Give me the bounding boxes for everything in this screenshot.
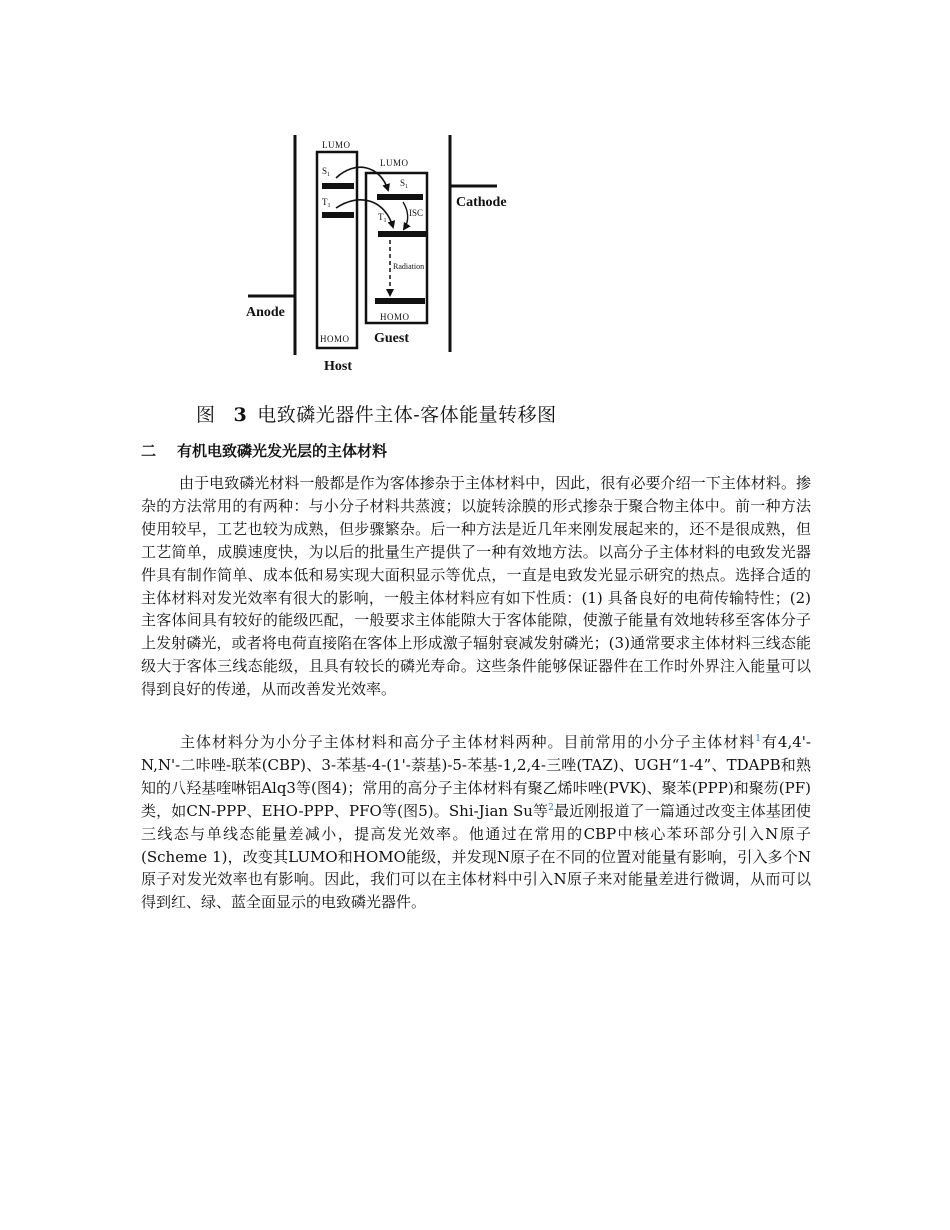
radiation-label: Radiation — [393, 262, 425, 271]
section-heading — [141, 440, 387, 461]
isc-arrow — [403, 202, 408, 229]
paragraph-2-text-b: 有4,4'-N,N'-二咔唑-联苯(CBP)、3-苯基-4-(1'-萘基)-5-苯基-1,2,4-三唑(TAZ)、UGH“1-4”、TDAPB和熟知的八羟基喹啉铝Alq3等(图4)；常用的高分子主体材料有聚乙烯咔唑(PVK)、聚苯(PPP)和聚芴(PF)类，如CN-PPP、EHO-PPP、PFO等(图5)。Shi-Jian Su等 — [141, 733, 811, 820]
host-t1-level — [322, 212, 354, 218]
host-lumo-label: LUMO — [322, 140, 351, 150]
guest-homo-level — [375, 298, 425, 304]
figure-caption-text: 电致磷光器件主体-客体能量转移图 — [257, 404, 557, 426]
guest-s1-label: $S_1$ — [400, 178, 409, 190]
cathode-label: Cathode — [456, 195, 507, 210]
section-title: 有机电致磷光发光层的主体材料 — [177, 442, 388, 460]
section-number: 二 — [141, 442, 157, 460]
figure-number: 3 — [233, 404, 248, 426]
anode-label: Anode — [246, 305, 285, 320]
paragraph-2-text-c: 最近刚报道了一篇通过改变主体基团使三线态与单线态能量差减小，提高发光效率。他通过在常用的CBP中核心苯环部分引入N原子(Scheme 1)，改变其LUMO和HOMO能级，并发现N原子在不同的位置对能量有影响，引入多个N原子对发光效率也有影响。因此，我们可以在主体材料中引入N原子来对能量差进行微调，从而可以得到红、绿、蓝全面显示的电致磷光器件。 — [141, 801, 811, 912]
energy-transfer-diagram — [235, 130, 535, 380]
host-homo-label: HOMO — [320, 334, 350, 344]
guest-lumo-label: LUMO — [380, 158, 409, 168]
paragraph-1-text: 由于电致磷光材料一般都是作为客体掺杂于主体材料中，因此，很有必要介绍一下主体材料。掺杂的方法常用的有两种：与小分子材料共蒸渡；以旋转涂膜的形式掺杂于聚合物主体中。前一种方法使用较早，工艺也较为成熟，但步骤繁杂。后一种方法是近几年来刚发展起来的，还不是很成熟，但工艺简单，成膜速度快，为以后的批量生产提供了一种有效地方法。以高分子主体材料的电致发光器件具有制作简单、成本低和易实现大面积显示等优点，一直是电致发光显示研究的热点。选择合适的主体材料对发光效率有很大的影响，一般主体材料应有如下性质：(1) 具备良好的电荷传输特性；(2)主客体间具有较好的能级匹配，一般要求主体能隙大于客体能隙，使激子能量有效地转移至客体分子上发射磷光，或者将电荷直接陷在客体上形成激子辐射衰减发射磷光；(3)通常要求主体材料三线态能级大于客体三线态能级，且具有较长的磷光寿命。这些条件能够保证器件在工作时外界注入能量可以得到良好的传递，从而改善发光效率。 — [141, 474, 811, 699]
paragraph-2 — [141, 731, 811, 914]
guest-label: Guest — [374, 331, 409, 346]
guest-t1-label: $T_1$ — [378, 212, 387, 224]
isc-label: ISC — [409, 208, 424, 218]
host-t1-label: $T_1$ — [322, 197, 331, 209]
host-label: Host — [324, 359, 352, 374]
reference-link-1[interactable]: 1 — [755, 734, 761, 744]
host-s1-label: $S_1$ — [322, 166, 331, 178]
reference-link-2[interactable]: 2 — [548, 802, 554, 813]
figure-word: 图 — [196, 404, 216, 426]
paragraph-2-text-a: 主体材料分为小分子主体材料和高分子主体材料两种。目前常用的小分子主体材料 — [179, 733, 756, 751]
host-box — [317, 152, 357, 348]
figure-caption — [196, 400, 557, 427]
host-s1-level — [322, 183, 354, 189]
paragraph-1 — [141, 472, 811, 701]
guest-s1-level — [377, 194, 423, 200]
guest-homo-label: HOMO — [380, 312, 410, 322]
guest-t1-level — [378, 231, 427, 237]
